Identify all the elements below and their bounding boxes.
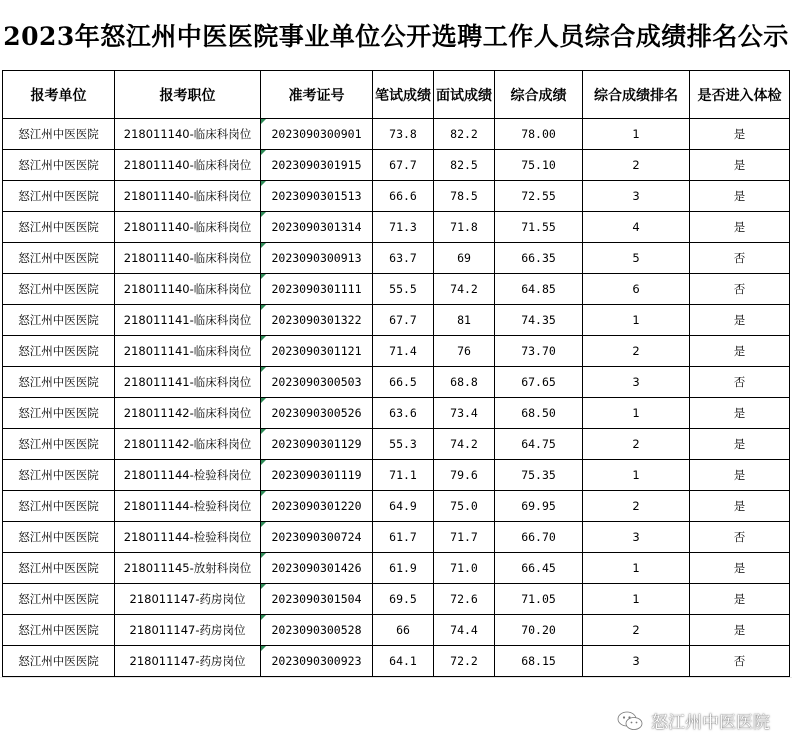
cell-total: 68.50 — [495, 398, 583, 429]
cell-position: 218011140-临床科岗位 — [115, 274, 261, 305]
cell-ticket: 2023090301111 — [261, 274, 373, 305]
cell-ticket: 2023090300901 — [261, 119, 373, 150]
cell-total: 75.10 — [495, 150, 583, 181]
cell-ticket: 2023090300503 — [261, 367, 373, 398]
cell-ticket: 2023090301513 — [261, 181, 373, 212]
header-rank: 综合成绩排名 — [583, 71, 690, 119]
cell-rank: 1 — [583, 584, 690, 615]
cell-ticket: 2023090301314 — [261, 212, 373, 243]
watermark-text: 怒江州中医医院 — [651, 713, 770, 733]
cell-exam: 是 — [690, 119, 790, 150]
table-row — [3, 553, 790, 584]
cell-ticket: 2023090301121 — [261, 336, 373, 367]
cell-ticket: 2023090300923 — [261, 646, 373, 677]
cell-rank: 2 — [583, 429, 690, 460]
cell-written: 61.7 — [373, 522, 434, 553]
header-row — [3, 71, 790, 119]
cell-unit: 怒江州中医医院 — [3, 584, 115, 615]
cell-written: 71.1 — [373, 460, 434, 491]
cell-total: 66.35 — [495, 243, 583, 274]
cell-written: 61.9 — [373, 553, 434, 584]
page-title: 2023年怒江州中医医院事业单位公开选聘工作人员综合成绩排名公示 — [3, 22, 789, 51]
cell-unit: 怒江州中医医院 — [3, 615, 115, 646]
table-row — [3, 429, 790, 460]
cell-rank: 3 — [583, 367, 690, 398]
cell-position: 218011147-药房岗位 — [115, 646, 261, 677]
table-row — [3, 615, 790, 646]
cell-position: 218011147-药房岗位 — [115, 615, 261, 646]
cell-written: 66.6 — [373, 181, 434, 212]
score-table — [2, 70, 790, 677]
cell-position: 218011140-临床科岗位 — [115, 181, 261, 212]
cell-rank: 2 — [583, 491, 690, 522]
cell-ticket: 2023090300913 — [261, 243, 373, 274]
cell-total: 78.00 — [495, 119, 583, 150]
cell-interview: 73.4 — [434, 398, 495, 429]
table-row — [3, 274, 790, 305]
cell-exam: 是 — [690, 460, 790, 491]
table-row — [3, 305, 790, 336]
cell-rank: 2 — [583, 150, 690, 181]
cell-position: 218011144-检验科岗位 — [115, 491, 261, 522]
cell-position: 218011140-临床科岗位 — [115, 150, 261, 181]
table-row — [3, 584, 790, 615]
cell-interview: 74.4 — [434, 615, 495, 646]
header-interview: 面试成绩 — [434, 71, 495, 119]
cell-position: 218011141-临床科岗位 — [115, 367, 261, 398]
cell-exam: 是 — [690, 491, 790, 522]
cell-interview: 81 — [434, 305, 495, 336]
cell-interview: 68.8 — [434, 367, 495, 398]
cell-written: 67.7 — [373, 150, 434, 181]
cell-interview: 82.2 — [434, 119, 495, 150]
cell-interview: 71.8 — [434, 212, 495, 243]
cell-total: 70.20 — [495, 615, 583, 646]
cell-exam: 否 — [690, 522, 790, 553]
cell-exam: 否 — [690, 367, 790, 398]
cell-ticket: 2023090300526 — [261, 398, 373, 429]
cell-position: 218011140-临床科岗位 — [115, 212, 261, 243]
cell-ticket: 2023090301129 — [261, 429, 373, 460]
cell-interview: 78.5 — [434, 181, 495, 212]
cell-interview: 79.6 — [434, 460, 495, 491]
header-total: 综合成绩 — [495, 71, 583, 119]
header-exam: 是否进入体检 — [690, 71, 790, 119]
cell-total: 67.65 — [495, 367, 583, 398]
table-row — [3, 212, 790, 243]
cell-rank: 1 — [583, 398, 690, 429]
divider — [0, 677, 792, 678]
cell-rank: 3 — [583, 646, 690, 677]
table-row — [3, 398, 790, 429]
cell-exam: 否 — [690, 243, 790, 274]
cell-written: 55.3 — [373, 429, 434, 460]
cell-exam: 是 — [690, 212, 790, 243]
cell-unit: 怒江州中医医院 — [3, 522, 115, 553]
cell-written: 71.3 — [373, 212, 434, 243]
cell-ticket: 2023090301322 — [261, 305, 373, 336]
cell-ticket: 2023090301915 — [261, 150, 373, 181]
cell-unit: 怒江州中医医院 — [3, 243, 115, 274]
header-written: 笔试成绩 — [373, 71, 434, 119]
cell-ticket: 2023090301504 — [261, 584, 373, 615]
cell-written: 66.5 — [373, 367, 434, 398]
cell-ticket: 2023090301220 — [261, 491, 373, 522]
cell-total: 72.55 — [495, 181, 583, 212]
cell-unit: 怒江州中医医院 — [3, 429, 115, 460]
cell-total: 66.70 — [495, 522, 583, 553]
header-position: 报考职位 — [115, 71, 261, 119]
cell-unit: 怒江州中医医院 — [3, 212, 115, 243]
cell-total: 71.55 — [495, 212, 583, 243]
cell-position: 218011145-放射科岗位 — [115, 553, 261, 584]
cell-written: 67.7 — [373, 305, 434, 336]
cell-exam: 是 — [690, 429, 790, 460]
cell-position: 218011147-药房岗位 — [115, 584, 261, 615]
watermark — [617, 708, 770, 733]
cell-exam: 是 — [690, 336, 790, 367]
table-row — [3, 367, 790, 398]
cell-exam: 是 — [690, 398, 790, 429]
cell-written: 55.5 — [373, 274, 434, 305]
cell-interview: 72.2 — [434, 646, 495, 677]
cell-exam: 是 — [690, 615, 790, 646]
table-row — [3, 119, 790, 150]
cell-interview: 74.2 — [434, 429, 495, 460]
cell-exam: 是 — [690, 553, 790, 584]
cell-position: 218011140-临床科岗位 — [115, 119, 261, 150]
table-row — [3, 336, 790, 367]
cell-interview: 76 — [434, 336, 495, 367]
cell-interview: 75.0 — [434, 491, 495, 522]
cell-written: 71.4 — [373, 336, 434, 367]
cell-rank: 1 — [583, 119, 690, 150]
cell-total: 75.35 — [495, 460, 583, 491]
cell-unit: 怒江州中医医院 — [3, 398, 115, 429]
cell-position: 218011140-临床科岗位 — [115, 243, 261, 274]
header-unit: 报考单位 — [3, 71, 115, 119]
cell-total: 71.05 — [495, 584, 583, 615]
cell-written: 73.8 — [373, 119, 434, 150]
cell-position: 218011141-临床科岗位 — [115, 305, 261, 336]
table-row — [3, 150, 790, 181]
cell-interview: 74.2 — [434, 274, 495, 305]
cell-rank: 6 — [583, 274, 690, 305]
wechat-icon — [617, 711, 643, 731]
cell-rank: 1 — [583, 305, 690, 336]
cell-rank: 1 — [583, 460, 690, 491]
cell-total: 64.75 — [495, 429, 583, 460]
table-row — [3, 181, 790, 212]
cell-position: 218011142-临床科岗位 — [115, 398, 261, 429]
cell-exam: 是 — [690, 181, 790, 212]
cell-unit: 怒江州中医医院 — [3, 491, 115, 522]
cell-interview: 72.6 — [434, 584, 495, 615]
table-row — [3, 460, 790, 491]
cell-rank: 2 — [583, 336, 690, 367]
cell-rank: 3 — [583, 181, 690, 212]
cell-interview: 82.5 — [434, 150, 495, 181]
cell-unit: 怒江州中医医院 — [3, 119, 115, 150]
cell-total: 74.35 — [495, 305, 583, 336]
cell-ticket: 2023090300528 — [261, 615, 373, 646]
table-row — [3, 646, 790, 677]
cell-total: 73.70 — [495, 336, 583, 367]
table-row — [3, 491, 790, 522]
cell-rank: 4 — [583, 212, 690, 243]
cell-interview: 69 — [434, 243, 495, 274]
cell-unit: 怒江州中医医院 — [3, 150, 115, 181]
cell-position: 218011144-检验科岗位 — [115, 522, 261, 553]
table-row — [3, 243, 790, 274]
cell-interview: 71.0 — [434, 553, 495, 584]
cell-unit: 怒江州中医医院 — [3, 646, 115, 677]
cell-rank: 2 — [583, 615, 690, 646]
cell-rank: 3 — [583, 522, 690, 553]
cell-unit: 怒江州中医医院 — [3, 367, 115, 398]
cell-written: 66 — [373, 615, 434, 646]
cell-unit: 怒江州中医医院 — [3, 553, 115, 584]
cell-ticket: 2023090300724 — [261, 522, 373, 553]
cell-unit: 怒江州中医医院 — [3, 274, 115, 305]
cell-total: 68.15 — [495, 646, 583, 677]
cell-rank: 5 — [583, 243, 690, 274]
cell-exam: 是 — [690, 305, 790, 336]
cell-ticket: 2023090301426 — [261, 553, 373, 584]
cell-unit: 怒江州中医医院 — [3, 305, 115, 336]
cell-interview: 71.7 — [434, 522, 495, 553]
cell-position: 218011141-临床科岗位 — [115, 336, 261, 367]
cell-position: 218011142-临床科岗位 — [115, 429, 261, 460]
cell-total: 69.95 — [495, 491, 583, 522]
cell-written: 63.6 — [373, 398, 434, 429]
cell-written: 69.5 — [373, 584, 434, 615]
cell-total: 64.85 — [495, 274, 583, 305]
cell-unit: 怒江州中医医院 — [3, 181, 115, 212]
cell-exam: 否 — [690, 646, 790, 677]
cell-exam: 是 — [690, 150, 790, 181]
header-ticket: 准考证号 — [261, 71, 373, 119]
cell-position: 218011144-检验科岗位 — [115, 460, 261, 491]
table-row — [3, 522, 790, 553]
cell-written: 64.9 — [373, 491, 434, 522]
cell-total: 66.45 — [495, 553, 583, 584]
table-body — [3, 119, 790, 677]
cell-ticket: 2023090301119 — [261, 460, 373, 491]
cell-rank: 1 — [583, 553, 690, 584]
cell-exam: 是 — [690, 584, 790, 615]
cell-unit: 怒江州中医医院 — [3, 460, 115, 491]
cell-exam: 否 — [690, 274, 790, 305]
cell-written: 64.1 — [373, 646, 434, 677]
cell-written: 63.7 — [373, 243, 434, 274]
cell-unit: 怒江州中医医院 — [3, 336, 115, 367]
